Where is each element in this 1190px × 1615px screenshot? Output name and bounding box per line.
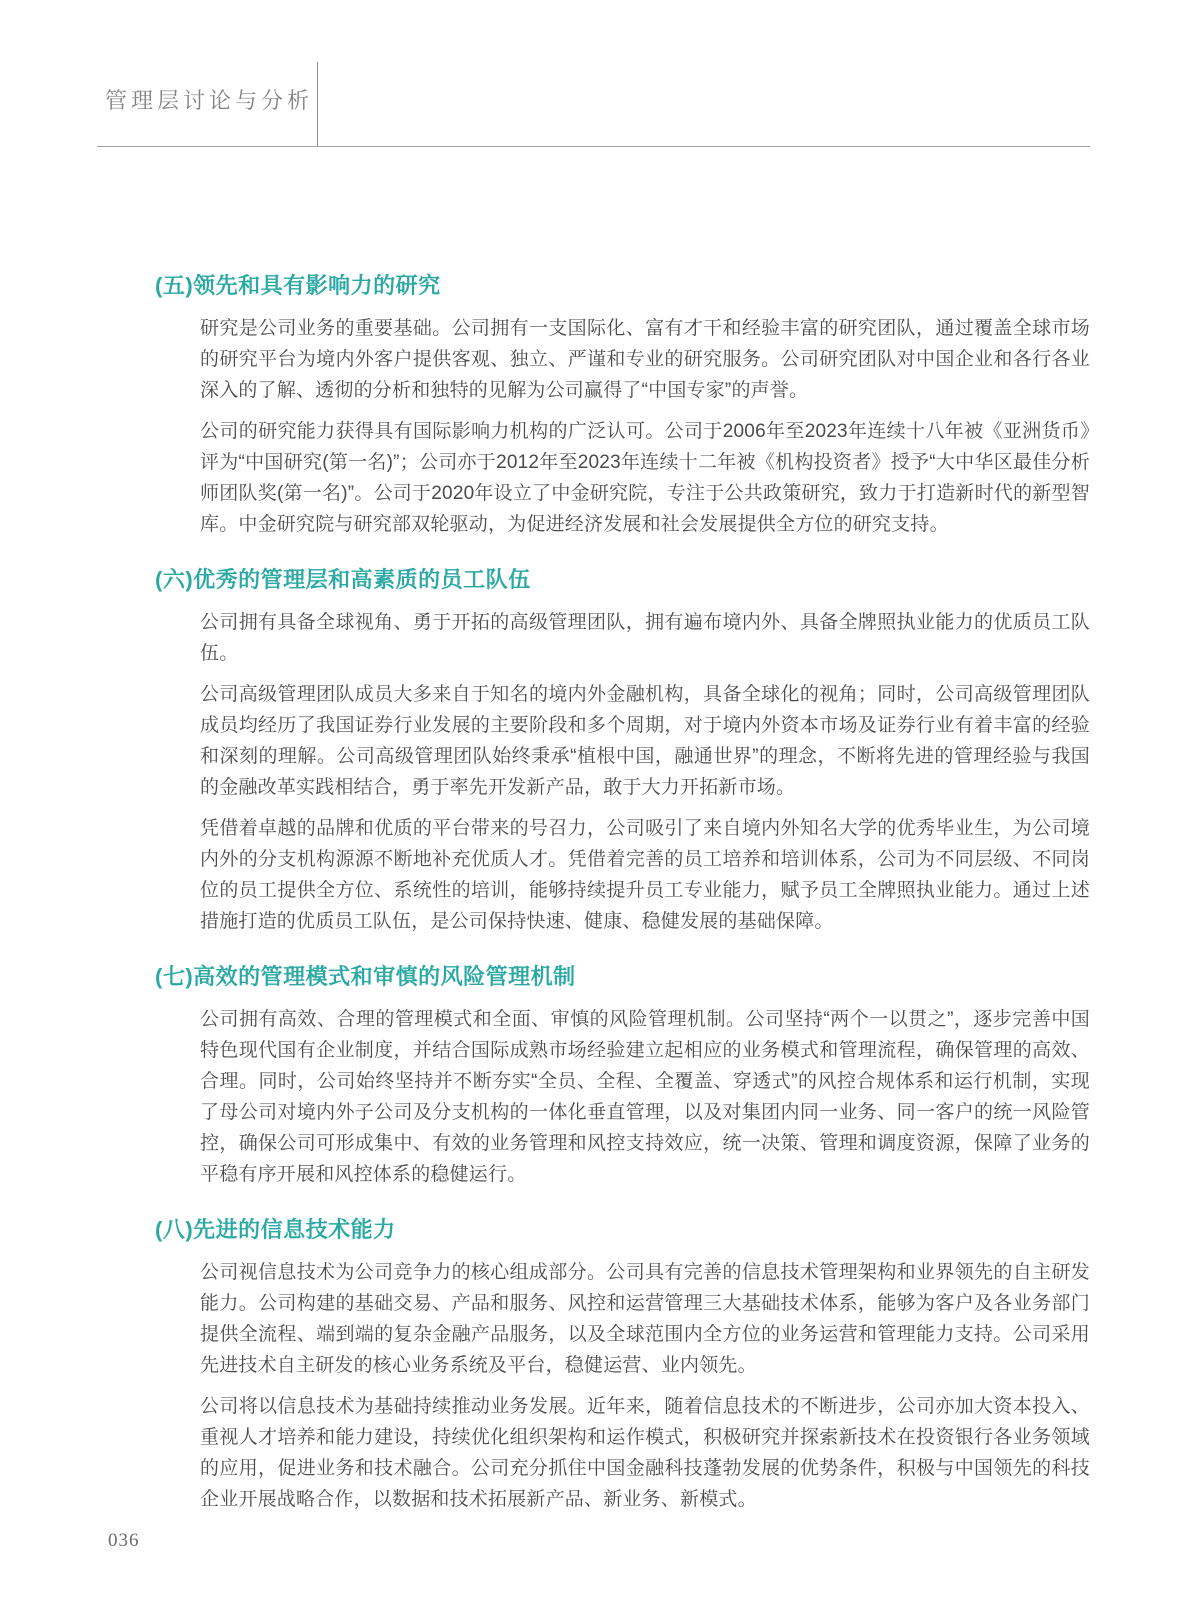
header-horizontal-rule (97, 146, 1090, 147)
section-8-information-technology (155, 1214, 1090, 1515)
page-number: 036 (108, 1530, 140, 1551)
section-7-risk-management (155, 961, 1090, 1190)
section-7-heading: (七)高效的管理模式和审慎的风险管理机制 (155, 964, 576, 989)
header-vertical-divider (317, 62, 318, 146)
section-5-research (155, 270, 1090, 540)
section-5-heading: (五)领先和具有影响力的研究 (155, 273, 441, 298)
running-header-title: 管理层讨论与分析 (105, 88, 314, 113)
section-6-paragraph-3: 凭借着卓越的品牌和优质的平台带来的号召力，公司吸引了来自境内外知名大学的优秀毕业生，为公司境内外的分支机构源源不断地补充优质人才。凭借着完善的员工培养和培训体系，公司为不同层级、不同岗位的员工提供全方位、系统性的培训，能够持续提升员工专业能力，赋予员工全牌照执业能力。通过上述措施打造的优质员工队伍，是公司保持快速、健康、稳健发展的基础保障。 (200, 818, 1090, 932)
section-8-heading: (八)先进的信息技术能力 (155, 1217, 396, 1242)
section-6-heading: (六)优秀的管理层和高素质的员工队伍 (155, 567, 531, 592)
section-6-paragraph-2: 公司高级管理团队成员大多来自于知名的境内外金融机构，具备全球化的视角；同时，公司高级管理团队成员均经历了我国证券行业发展的主要阶段和多个周期，对于境内外资本市场及证券行业有着丰富的经验和深刻的理解。公司高级管理团队始终秉承“植根中国，融通世界”的理念，不断将先进的管理经验与我国的金融改革实践相结合，勇于率先开发新产品，敢于大力开拓新市场。 (200, 684, 1090, 798)
section-5-paragraph-2: 公司的研究能力获得具有国际影响力机构的广泛认可。公司于2006年至2023年连续十八年被《亚洲货币》评为“中国研究(第一名)”；公司亦于2012年至2023年连续十二年被《机构投资者》授予“大中华区最佳分析师团队奖(第一名)”。公司于2020年设立了中金研究院，专注于公共政策研究，致力于打造新时代的新型智库。中金研究院与研究部双轮驱动，为促进经济发展和社会发展提供全方位的研究支持。 (200, 421, 1090, 535)
section-8-paragraph-2: 公司将以信息技术为基础持续推动业务发展。近年来，随着信息技术的不断进步，公司亦加大资本投入、重视人才培养和能力建设，持续优化组织架构和运作模式，积极研究并探索新技术在投资银行各业务领域的应用，促进业务和技术融合。公司充分抓住中国金融科技蓬勃发展的优势条件，积极与中国领先的科技企业开展战略合作，以数据和技术拓展新产品、新业务、新模式。 (200, 1396, 1090, 1510)
section-5-paragraph-1: 研究是公司业务的重要基础。公司拥有一支国际化、富有才干和经验丰富的研究团队，通过覆盖全球市场的研究平台为境内外客户提供客观、独立、严谨和专业的研究服务。公司研究团队对中国企业和各行各业深入的了解、透彻的分析和独特的见解为公司赢得了“中国专家”的声誉。 (200, 318, 1090, 401)
section-6-paragraph-1: 公司拥有具备全球视角、勇于开拓的高级管理团队，拥有遍布境内外、具备全牌照执业能力的优质员工队伍。 (200, 612, 1090, 664)
document-body (155, 270, 1090, 1515)
section-8-paragraph-1: 公司视信息技术为公司竞争力的核心组成部分。公司具有完善的信息技术管理架构和业界领先的自主研发能力。公司构建的基础交易、产品和服务、风控和运营管理三大基础技术体系，能够为客户及各业务部门提供全流程、端到端的复杂金融产品服务，以及全球范围内全方位的业务运营和管理能力支持。公司采用先进技术自主研发的核心业务系统及平台，稳健运营、业内领先。 (200, 1262, 1090, 1376)
section-6-management-staff (155, 564, 1090, 937)
section-7-paragraph-1: 公司拥有高效、合理的管理模式和全面、审慎的风险管理机制。公司坚持“两个一以贯之”，逐步完善中国特色现代国有企业制度，并结合国际成熟市场经验建立起相应的业务模式和管理流程，确保管理的高效、合理。同时，公司始终坚持并不断夯实“全员、全程、全覆盖、穿透式”的风控合规体系和运行机制，实现了母公司对境内外子公司及分支机构的一体化垂直管理，以及对集团内同一业务、同一客户的统一风险管控，确保公司可形成集中、有效的业务管理和风控支持效应，统一决策、管理和调度资源，保障了业务的平稳有序开展和风控体系的稳健运行。 (200, 1009, 1090, 1185)
